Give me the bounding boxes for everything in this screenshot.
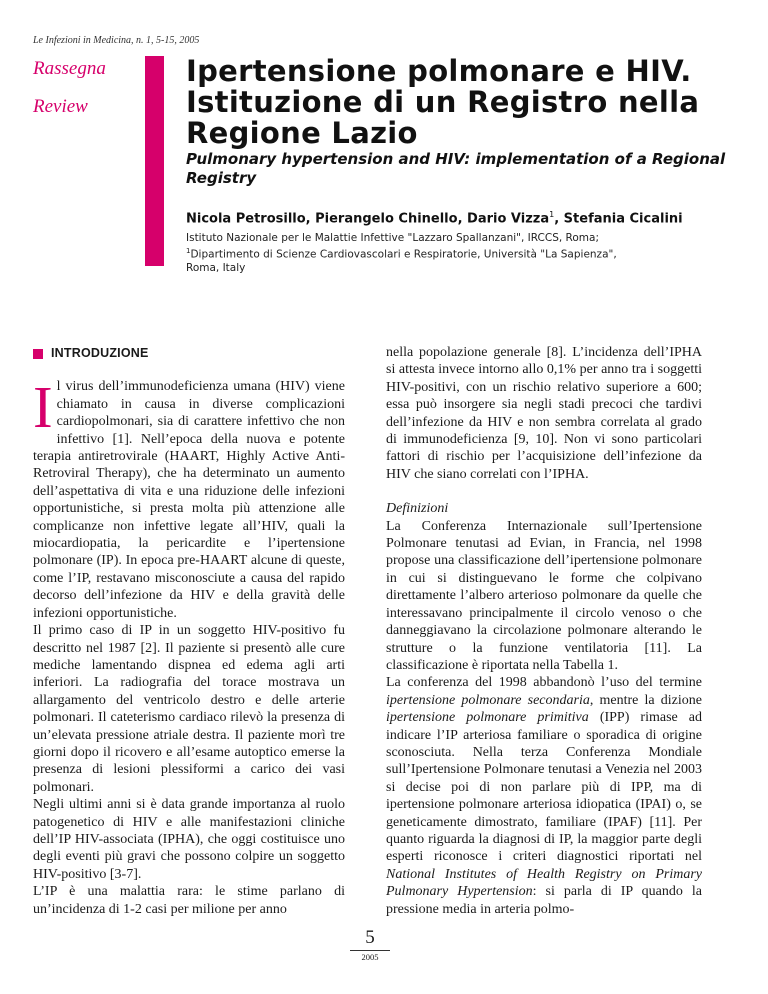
section-tags: [33, 58, 106, 134]
intro-paragraph-1: [33, 374, 345, 622]
left-column: [33, 345, 345, 918]
affiliation-line-2-text: Dipartimento di Scienze Cardiovascolari e Respiratorie, Università "La Sapienza",: [190, 248, 617, 261]
text-run: La conferenza del 1998 abbandonò l’uso del termine: [386, 675, 702, 691]
authors-part-2: , Stefania Cicalini: [554, 211, 683, 227]
text-run: (IPP) rimase ad indicare l’IP arteriosa familiare o sporadica di origine sconosciuta. Nella terza Conferenza Mondiale sull’Ipertensione Polmonare tenutasi a Venezia nel 2003 si decise poi di non parlare più di IPP, ma di ipertensione polmonare arteriosa idiopatica (IPAI) o, se geneticamente dimostrato, familiare (IPAF) [11]. Per quanto riguarda la diagnosi di IP, la maggior parte degli esperti riconosce i criteri diagnostici riportati nel: [386, 710, 703, 865]
italic-term: ipertensione polmonare primitiva: [386, 710, 589, 726]
article-subtitle: Pulmonary hypertension and HIV: implementation of a Regional Registry: [186, 150, 726, 187]
right-column: [386, 344, 702, 918]
intro-paragraph-4: L’IP è una malattia rara: le stime parlano di un’incidenza di 1-2 casi per milione per anno: [33, 884, 345, 917]
affiliation-mark: 1: [186, 247, 191, 255]
section-heading-label: INTRODUZIONE: [51, 346, 149, 360]
subheading-definizioni: Definizioni: [386, 501, 449, 517]
intro-paragraph-2: Il primo caso di IP in un soggetto HIV-positivo fu descritto nel 1987 [2]. Il paziente si presentò alle cure mediche lamentando dispnea ed edema agli arti inferiori. La radiografia del torace mostrava un allargamento del ventricolo destro e delle arterie polmonari. Il cateterismo cardiaco rilevò la presenza di un’elevata pressione atriale destra. Il paziente morì tre giorni dopo il ricovero e all’esame autoptico emerse la presenza di lesioni plessiformi a carico dei vasi polmonari.: [33, 623, 345, 795]
page-folio: [335, 928, 405, 962]
affiliation-line-3: Roma, Italy: [186, 261, 246, 274]
authors: [186, 210, 746, 226]
accent-bar: [145, 56, 164, 266]
drop-cap: I: [33, 374, 53, 441]
affiliations: [186, 232, 746, 275]
authors-part-1: Nicola Petrosillo, Pierangelo Chinello, Dario Vizza: [186, 211, 550, 227]
italic-term: ipertensione polmonare secondaria: [386, 692, 590, 708]
section-tag-rassegna: Rassegna: [33, 58, 106, 79]
page-number: 5: [365, 927, 375, 948]
section-heading-introduzione: [33, 345, 345, 362]
heading-square-icon: [33, 349, 43, 359]
running-head: Le Infezioni in Medicina, n. 1, 5-15, 2005: [33, 35, 200, 46]
italic-registry-name: National Institutes of Health Registry on Primary Pulmonary Hypertension: [386, 866, 702, 900]
intro-paragraph-3: Negli ultimi anni si è data grande importanza al ruolo patogenetico di HIV e alle manifestazioni cliniche dell’IP HIV-associata (IPHA), che oggi costituisce uno degli eventi più gravi che possono colpire un soggetto HIV-positivo [3-7].: [33, 797, 345, 882]
intro-paragraph-1-text: l virus dell’immunodeficienza umana (HIV) viene chiamato in causa in diverse complicazioni cardiopolmonari, sia di carattere infettivo che non infettivo [1]. Nell’epoca della nuova e potente terapia antiretrovirale (HAART, Highly Active Anti-Retroviral Therapy), che ha determinato un aumento dell’aspettativa di vita e una riduzione delle infezioni opportunistiche, si presta molta più attenzione alle complicanze non infettive legate all’HIV, quali la miocardiopatia, la pericardite e l’ipertensione polmonare (IP). In epoca pre-HAART alcune di queste, come l’IP, restavano misconosciute a causa del rapido decorso dell’infezione da HIV e della gravità delle infezioni opportunistiche.: [33, 379, 345, 621]
right-paragraph-1: nella popolazione generale [8]. L’incidenza dell’IPHA si attesta invece intorno allo 0,1% per anno tra i soggetti HIV-positivi, con un rischio relativo superiore a 600; essa può insorgere sia negli stadi precoci che tardivi dell’infezione da HIV e non sembra correlata al grado di immunodeficienza [9, 10]. Non vi sono particolari fattori di rischio per l’acquisizione dell’infezione da HIV che siano correlati con l’IPHA.: [386, 345, 702, 482]
right-paragraph-2: La Conferenza Internazionale sull’Ipertensione Polmonare tenutasi ad Evian, in Francia, nel 1998 propose una classificazione dell’ipertensione polmonare in cui si distinguevano le forme che colpivano direttamente l’albero arterioso polmonare da quelle che interessavano principalmente il circolo venoso o che danneggiavano la circolazione polmonare alterando le strutture o la funzione ventilatoria [11]. La classificazione è riportata nella Tabella 1.: [386, 518, 702, 673]
text-run: : si parla di IP quando la pressione media in arteria polmo-: [386, 884, 702, 917]
section-tag-review: Review: [33, 96, 88, 117]
author-affiliation-mark: 1: [549, 210, 555, 219]
affiliation-line-1: Istituto Nazionale per le Malattie Infettive "Lazzaro Spallanzani", IRCCS, Roma;: [186, 232, 600, 244]
folio-year: 2005: [361, 952, 379, 962]
article-title: Ipertensione polmonare e HIV. Istituzione di un Registro nella Regione Lazio: [186, 54, 700, 150]
affiliation-line-2: [186, 245, 746, 262]
right-paragraph-3: [386, 674, 702, 918]
text-run: , mentre la dizione: [589, 692, 702, 708]
folio-rule: [350, 950, 390, 951]
